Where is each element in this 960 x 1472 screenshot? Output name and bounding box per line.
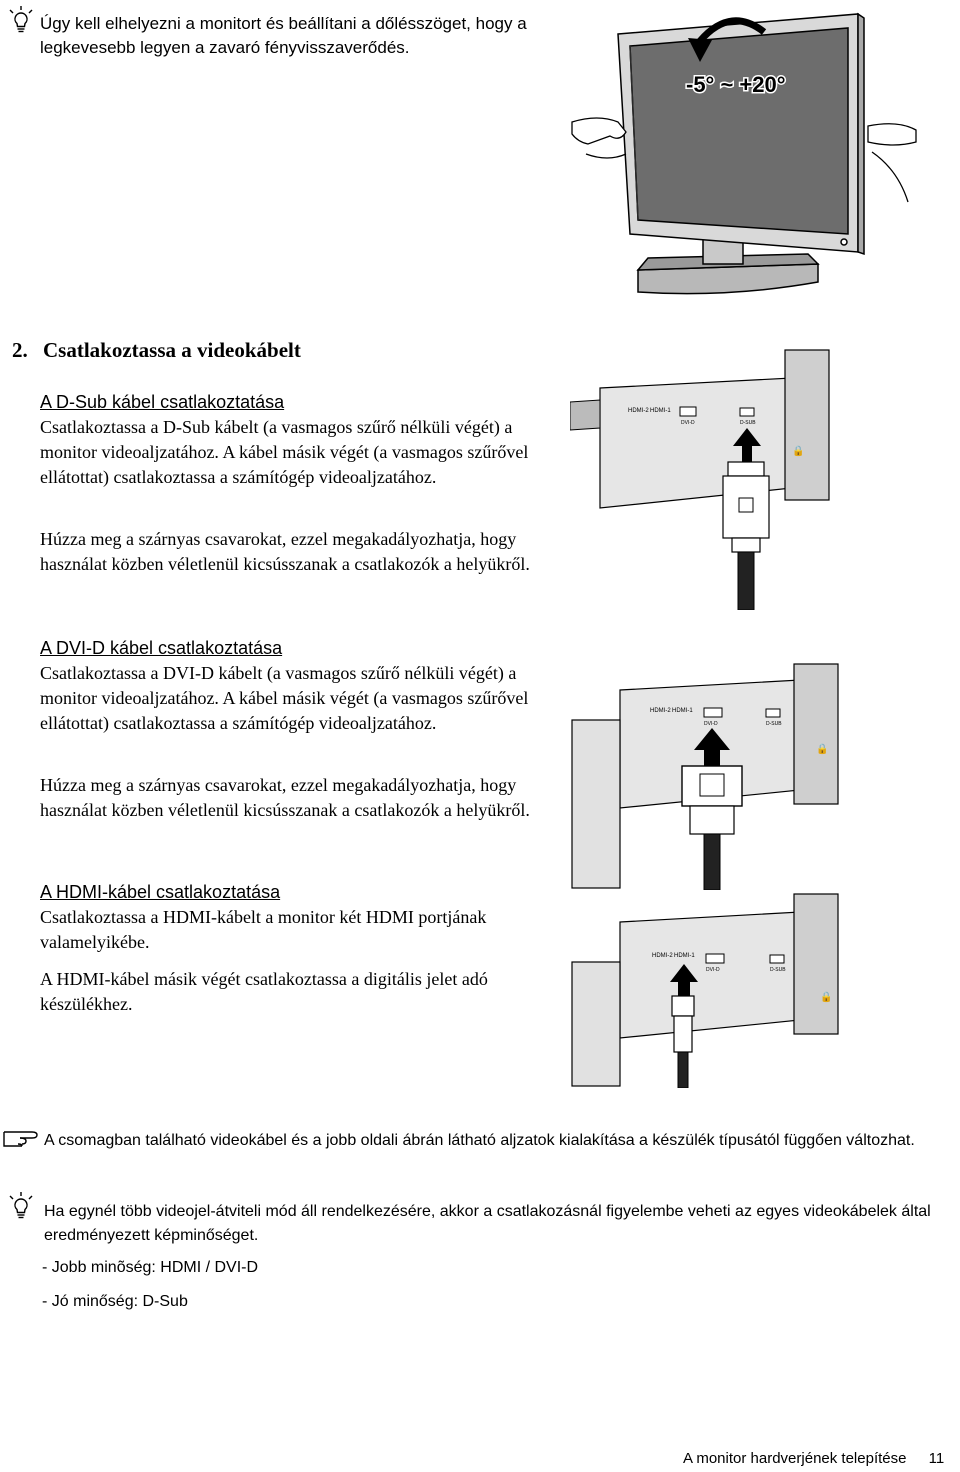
dsub-connection-illustration — [570, 348, 835, 610]
tip-bottom-text: Ha egynél több videojel-átviteli mód áll rendelkezésére, akkor a csatlakozásnál figyelembe veheti az egyes videokábelek által eredményezett képminőséget. — [44, 1203, 931, 1244]
dvi-port-dsub-label: D-SUB — [766, 721, 782, 727]
hdmi-paragraph-1: Csatlakoztassa a HDMI-kábelt a monitor két HDMI portjának valamelyikébe. — [40, 907, 487, 952]
hdmi-heading: A HDMI-kábel csatlakoztatása — [40, 882, 281, 902]
step-heading — [12, 338, 301, 363]
page-footer — [683, 1450, 944, 1467]
dvi-port-hdmi2-label: HDMI-2 — [650, 708, 671, 714]
footer-title: A monitor hardverjének telepítése — [683, 1450, 907, 1467]
dvi-port-hdmi1-label: HDMI-1 — [672, 708, 693, 714]
dsub-port-hdmi2-label: HDMI-2 — [628, 408, 649, 414]
note-text: A csomagban található videokábel és a jobb oldali ábrán látható aljzatok kialakítása a készülék típusától függően változhat. — [44, 1132, 915, 1149]
tip-bottom-item-2: - Jó minőség: D-Sub — [42, 1293, 188, 1310]
hand-pointing-icon — [2, 1124, 40, 1150]
step-number: 2. — [12, 338, 28, 362]
svg-text:🔒: 🔒 — [792, 446, 805, 457]
lightbulb-icon — [4, 1190, 38, 1224]
dsub-port-dsub-label: D-SUB — [740, 420, 756, 426]
dsub-port-dvi-label: DVI-D — [681, 420, 695, 426]
step-title: Csatlakoztassa a videokábelt — [43, 338, 301, 362]
dvi-connection-illustration — [570, 662, 845, 890]
hdmi-port-hdmi1-label: HDMI-1 — [674, 953, 695, 959]
hdmi-connection-illustration — [570, 892, 845, 1088]
tilt-label: -5° ~ +20° — [686, 72, 786, 97]
hdmi-port-hdmi2-label: HDMI-2 — [652, 953, 673, 959]
hdmi-port-dsub-label: D-SUB — [770, 967, 786, 973]
page-number: 11 — [928, 1450, 945, 1467]
dvi-port-dvi-label: DVI-D — [704, 721, 718, 727]
svg-text:🔒: 🔒 — [820, 992, 833, 1003]
dsub-port-hdmi1-label: HDMI-1 — [650, 408, 671, 414]
hdmi-port-dvi-label: DVI-D — [706, 967, 720, 973]
dsub-paragraph-2: Húzza meg a szárnyas csavarokat, ezzel megakadályozhatja, hogy használat közben véletlenül kicsússzanak a csatlakozók a helyükről. — [40, 529, 530, 574]
dvi-heading: A DVI-D kábel csatlakoztatása — [40, 638, 283, 658]
hdmi-paragraph-2: A HDMI-kábel másik végét csatlakoztassa a digitális jelet adó készülékhez. — [40, 969, 488, 1014]
svg-text:🔒: 🔒 — [816, 744, 829, 755]
dsub-paragraph-1: Csatlakoztassa a D-Sub kábelt (a vasmagos szűrő nélküli végét) a monitor videoaljzatához. A kábel másik végét (a vasmagos szűrővel ellátottat) csatlakoztassa a számítógép videoaljzatához. — [40, 417, 529, 487]
dvi-paragraph-1: Csatlakoztassa a DVI-D kábelt (a vasmagos szűrő nélküli végét) a monitor videoaljzatához. A kábel másik végét (a vasmagos szűrővel ellátottat) csatlakoztassa a számítógép videoaljzatához. — [40, 663, 529, 733]
dvi-paragraph-2: Húzza meg a szárnyas csavarokat, ezzel megakadályozhatja, hogy használat közben véletlenül kicsússzanak a csatlakozók a helyükről. — [40, 775, 530, 820]
tip-top-text: Úgy kell elhelyezni a monitort és beállítani a dőlésszöget, hogy a legkevesebb legyen a zavaró fényvisszaverődés. — [40, 14, 527, 57]
tip-bottom-item-1: - Jobb minõség: HDMI / DVI-D — [42, 1259, 259, 1276]
lightbulb-icon — [4, 4, 38, 38]
monitor-tilt-illustration — [568, 2, 920, 322]
dsub-heading: A D-Sub kábel csatlakoztatása — [40, 392, 285, 412]
